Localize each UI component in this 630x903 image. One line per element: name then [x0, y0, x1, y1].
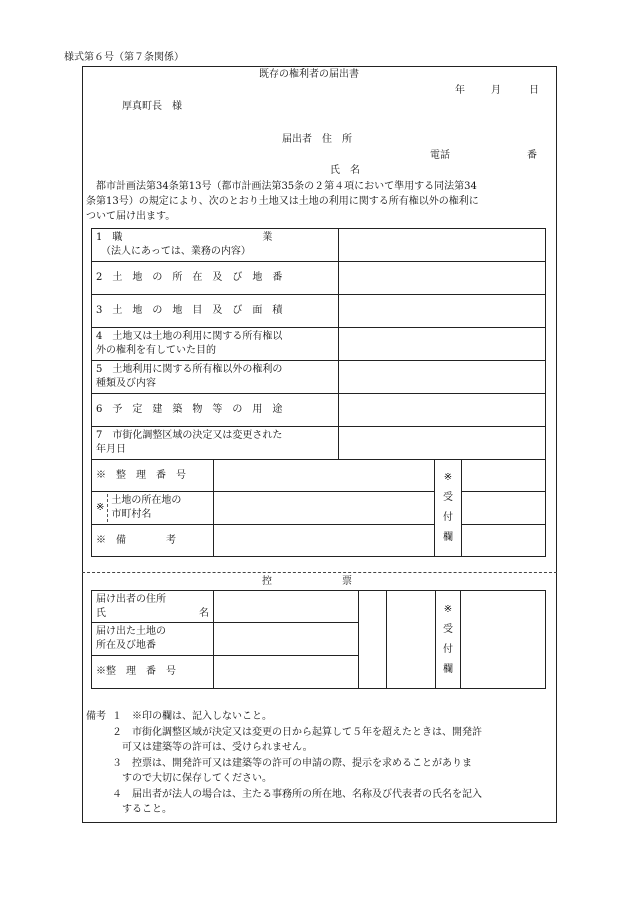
stub-reception-label: ※ 受 付 欄 — [436, 591, 461, 689]
note-line: ２ 市街化調整区域が決定又は変更の日から起算して５年を超えたときは、開発許 — [112, 727, 482, 738]
table-row — [92, 591, 546, 623]
reception-field[interactable] — [462, 460, 546, 492]
remarks-field[interactable] — [214, 525, 435, 557]
item-value-field[interactable] — [339, 229, 546, 262]
intro-line-2: 条第13号）の規定により、次のとおり土地又は土地の利用に関する所有権以外の権利に — [86, 196, 479, 207]
municipality-label: ※ 土地の所在地の 市町村名 — [92, 492, 214, 525]
item-label: 4 土地又は土地の利用に関する所有権以 外の権利を有していた目的 — [92, 328, 339, 361]
item-value-field[interactable] — [339, 262, 546, 295]
office-use-table — [91, 459, 546, 557]
table-row — [92, 295, 546, 328]
table-row — [92, 460, 546, 492]
item-value-field[interactable] — [339, 394, 546, 427]
stub-reference-label: ※整 理 番 号 — [92, 656, 214, 689]
table-row — [92, 229, 546, 262]
phone-suffix: 番 — [527, 150, 537, 161]
table-row — [92, 361, 546, 394]
phone-label: 電話 — [430, 150, 450, 161]
stub-blank-cell — [387, 591, 436, 689]
date-day: 日 — [529, 85, 539, 96]
notifier-address-label: 届出者 住 所 — [282, 134, 352, 145]
form-title: 既存の権利者の届出書 — [259, 69, 359, 80]
stub-table — [91, 590, 546, 689]
reception-field[interactable] — [462, 492, 546, 525]
item-value-field[interactable] — [339, 295, 546, 328]
reference-number-field[interactable] — [214, 460, 435, 492]
form-number: 様式第６号（第７条関係） — [64, 52, 184, 63]
stub-reception-field[interactable] — [461, 591, 546, 689]
date-year: 年 — [455, 85, 465, 96]
reference-number-label: ※ 整 理 番 号 — [92, 460, 214, 492]
reception-label: ※ 受 付 欄 — [435, 460, 462, 557]
stub-address-field[interactable] — [214, 591, 359, 623]
items-table — [91, 228, 546, 460]
item-value-field[interactable] — [339, 427, 546, 460]
item-label: 2 土 地 の 所 在 及 び 地 番 — [92, 262, 339, 295]
stub-reference-field[interactable] — [214, 656, 359, 689]
notes-label: 備考 — [86, 711, 106, 722]
item-label: 1 職 業 （法人にあっては、業務の内容） — [92, 229, 339, 262]
note-line: すること。 — [122, 804, 172, 815]
intro-line-3: ついて届け出ます。 — [86, 211, 176, 222]
item-value-field[interactable] — [339, 328, 546, 361]
stub-title: 控 票 — [262, 576, 352, 587]
table-row — [92, 328, 546, 361]
stub-land-label: 届け出た土地の 所在及び地番 — [92, 623, 214, 656]
table-row — [92, 394, 546, 427]
stub-blank-cell — [359, 591, 387, 689]
table-row — [92, 492, 546, 525]
item-value-field[interactable] — [339, 361, 546, 394]
stub-land-field[interactable] — [214, 623, 359, 656]
item-label: 7 市街化調整区域の決定又は変更された 年月日 — [92, 427, 339, 460]
intro-line-1: 都市計画法第34条第13号（都市計画法第35条の２第４項において準用する同法第34 — [86, 181, 477, 192]
table-row — [92, 262, 546, 295]
name-label: 氏 名 — [330, 165, 360, 176]
note-line: すので大切に保存してください。 — [122, 773, 272, 784]
note-line: １ ※印の欄は、記入しないこと。 — [112, 711, 272, 722]
note-line: 可又は建築等の許可は、受けられません。 — [122, 742, 313, 753]
table-row — [92, 427, 546, 460]
note-line: ４ 届出者が法人の場合は、主たる事務所の所在地、名称及び代表者の氏名を記入 — [112, 789, 482, 800]
cut-line — [82, 572, 557, 573]
note-line: ３ 控票は、開発許可又は建築等の許可の申請の際、提示を求めることがありま — [112, 758, 472, 769]
item-label: 5 土地利用に関する所有権以外の権利の 種類及び内容 — [92, 361, 339, 394]
stub-address-label: 届け出者の住所 氏 名 — [92, 591, 214, 623]
addressee: 厚真町長 様 — [122, 101, 182, 112]
reception-field[interactable] — [462, 525, 546, 557]
remarks-label: ※ 備 考 — [92, 525, 214, 557]
item-label: 3 土 地 の 地 目 及 び 面 積 — [92, 295, 339, 328]
table-row — [92, 525, 546, 557]
municipality-field[interactable] — [214, 492, 435, 525]
item-label: 6 予 定 建 築 物 等 の 用 途 — [92, 394, 339, 427]
date-month: 月 — [491, 85, 501, 96]
